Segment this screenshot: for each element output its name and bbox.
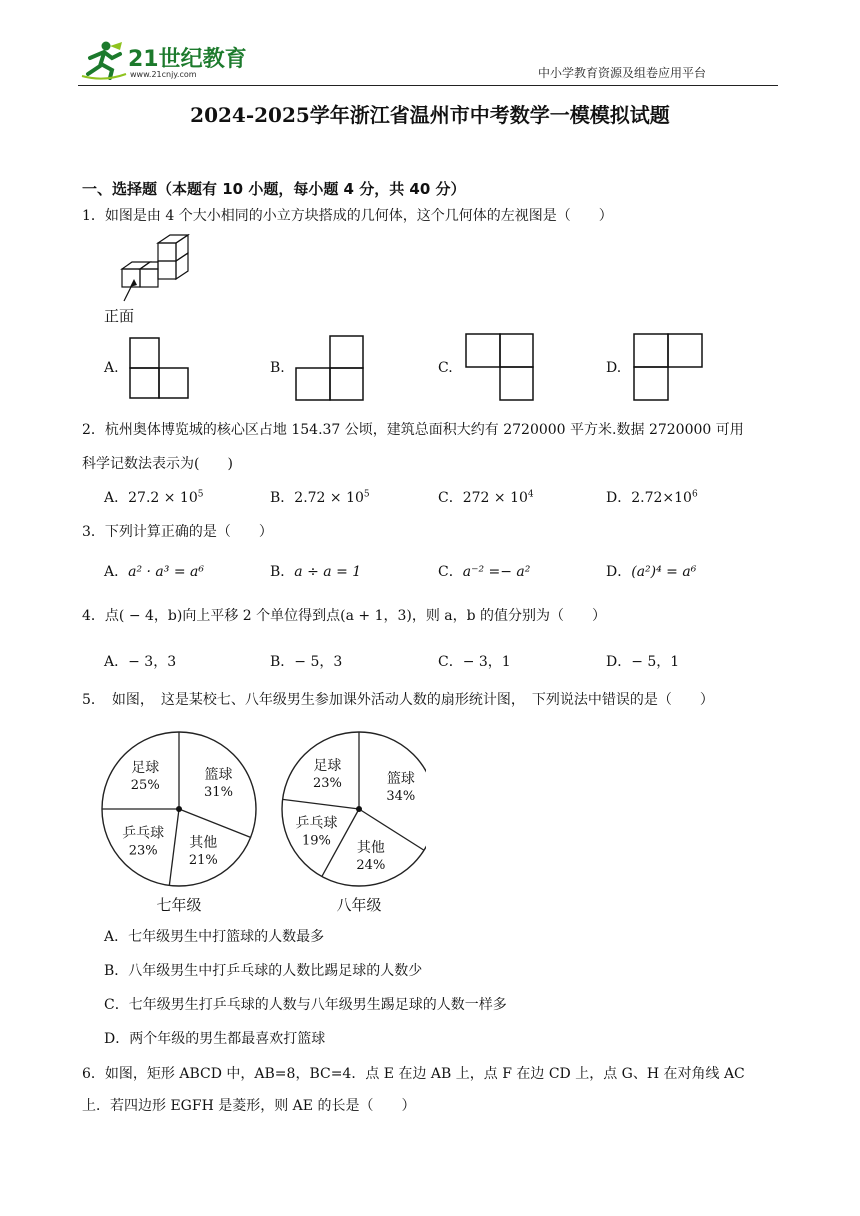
option-exponent: 5 xyxy=(363,489,370,500)
pie-category-label: 篮球 xyxy=(386,771,415,788)
pie-value-label: 24% xyxy=(356,858,386,874)
pie-category-label: 其他 xyxy=(356,840,385,857)
option-label: D． xyxy=(606,564,632,580)
logo-text: 21世纪教育 xyxy=(128,47,247,72)
pie-category-label: 足球 xyxy=(131,760,160,777)
q3-option-d[interactable] xyxy=(606,562,696,582)
q5-option-c[interactable]: C．七年级男生打乒乓球的人数与八年级男生踢足球的人数一样多 xyxy=(104,997,507,1013)
front-label: 正面 xyxy=(104,307,135,325)
q4-option-c[interactable]: C．− 3，1 xyxy=(438,654,511,670)
option-label: C． xyxy=(438,564,463,580)
header-divider xyxy=(78,85,778,86)
option-label: D． xyxy=(606,490,632,506)
pie-chart-grade7 xyxy=(102,732,256,914)
pie-value-label: 23% xyxy=(128,843,158,859)
cube-figure xyxy=(110,229,200,309)
pie-category-label: 乒乓球 xyxy=(122,825,165,842)
pie-center-dot xyxy=(176,806,182,812)
option-label: B． xyxy=(270,564,295,580)
option-expression: a ÷ a = 1 xyxy=(294,564,362,580)
option-expression: (a²)⁴ = a⁶ xyxy=(631,564,697,580)
option-exponent: 6 xyxy=(691,489,698,500)
pie-center-dot xyxy=(356,806,362,812)
platform-name: 中小学教育资源及组卷应用平台 xyxy=(538,66,707,80)
pie-value-label: 21% xyxy=(188,853,218,869)
q4-option-a[interactable]: A．− 3，3 xyxy=(104,654,177,670)
q3-option-c[interactable] xyxy=(438,562,530,582)
option-base: 27.2 × 10 xyxy=(128,490,198,506)
option-label: C． xyxy=(438,490,463,506)
question-2-text-line1: 2．杭州奥体博览城的核心区占地 154.37 公顷，建筑总面积大约有 2720000 平方米.数据 2720000 可用 xyxy=(82,422,744,438)
page-title: 2024-2025学年浙江省温州市中考数学一模模拟试题 xyxy=(190,103,670,127)
q2-option-a[interactable] xyxy=(104,488,203,508)
question-5-text: 5． 如图， 这是某校七、八年级男生参加课外活动人数的扇形统计图， 下列说法中错误的是（ ） xyxy=(82,692,714,708)
question-6-text-line2: 上．若四边形 EGFH 是菱形，则 AE 的长是（ ） xyxy=(82,1098,416,1114)
logo-url: www.21cnjy.com xyxy=(130,70,197,79)
q2-option-d[interactable] xyxy=(606,488,698,508)
q2-option-c[interactable] xyxy=(438,488,534,508)
q3-option-a[interactable] xyxy=(104,562,204,582)
pie-slice-足球 xyxy=(283,799,359,809)
q2-option-b[interactable] xyxy=(270,488,370,508)
q1-option-c-figure[interactable] xyxy=(464,332,536,402)
question-4-text: 4．点( − 4，b)向上平移 2 个单位得到点(a + 1，3)，则 a，b 的值分别为（ ） xyxy=(82,608,607,624)
option-base: 2.72×10 xyxy=(631,490,692,506)
pie-charts xyxy=(96,722,426,918)
q5-option-a[interactable]: A．七年级男生中打篮球的人数最多 xyxy=(104,929,325,945)
question-6-text-line1: 6．如图，矩形 ABCD 中，AB=8，BC=4．点 E 在边 AB 上，点 F 在边 CD 上，点 G、H 在对角线 AC xyxy=(82,1066,745,1082)
q1-option-d-label[interactable]: D. xyxy=(606,360,622,376)
option-base: 272 × 10 xyxy=(462,490,528,506)
runner-logo-icon xyxy=(80,40,128,80)
q4-option-d[interactable]: D．− 5，1 xyxy=(606,654,680,670)
q5-option-d[interactable]: D．两个年级的男生都最喜欢打篮球 xyxy=(104,1031,326,1047)
pie-title: 七年级 xyxy=(156,896,202,914)
pie-value-label: 31% xyxy=(204,785,233,801)
question-3-text: 3．下列计算正确的是（ ） xyxy=(82,524,273,540)
question-1-text: 1．如图是由 4 个大小相同的小立方块搭成的几何体，这个几何体的左视图是（ ） xyxy=(82,208,613,224)
q1-option-c-label[interactable]: C. xyxy=(438,360,453,376)
q1-option-b-figure[interactable] xyxy=(294,334,366,402)
option-label: A． xyxy=(104,490,129,506)
q4-option-b[interactable]: B．− 5，3 xyxy=(270,654,343,670)
q1-option-d-figure[interactable] xyxy=(632,332,706,402)
q3-option-b[interactable] xyxy=(270,562,361,582)
pie-value-label: 23% xyxy=(312,776,342,792)
pie-chart-grade8 xyxy=(282,732,426,914)
pie-value-label: 34% xyxy=(386,789,416,805)
pie-value-label: 25% xyxy=(130,778,160,794)
option-label: A． xyxy=(104,564,129,580)
option-expression: a² · a³ = a⁶ xyxy=(128,564,204,580)
option-exponent: 4 xyxy=(527,489,534,500)
section-heading: 一、选择题（本题有 10 小题，每小题 4 分，共 40 分） xyxy=(82,180,466,198)
pie-category-label: 足球 xyxy=(313,758,342,775)
question-2-text-line2: 科学记数法表示为( ) xyxy=(82,456,233,472)
q1-option-a-figure[interactable] xyxy=(128,336,190,400)
q1-option-b-label[interactable]: B. xyxy=(270,360,285,376)
pie-slice-其他 xyxy=(179,809,251,837)
pie-category-label: 乒乓球 xyxy=(295,815,338,832)
option-exponent: 5 xyxy=(197,489,204,500)
q5-option-b[interactable]: B．八年级男生中打乒乓球的人数比踢足球的人数少 xyxy=(104,963,423,979)
pie-title: 八年级 xyxy=(336,896,382,914)
pie-slice-乒乓球 xyxy=(169,809,179,885)
q1-option-a-label[interactable]: A. xyxy=(104,360,119,376)
option-base: 2.72 × 10 xyxy=(294,490,364,506)
option-label: B． xyxy=(270,490,295,506)
pie-category-label: 其他 xyxy=(189,835,218,852)
option-expression: a⁻² =− a² xyxy=(462,564,531,580)
pie-category-label: 篮球 xyxy=(204,767,233,784)
pie-value-label: 19% xyxy=(302,833,331,849)
logo xyxy=(80,40,250,86)
